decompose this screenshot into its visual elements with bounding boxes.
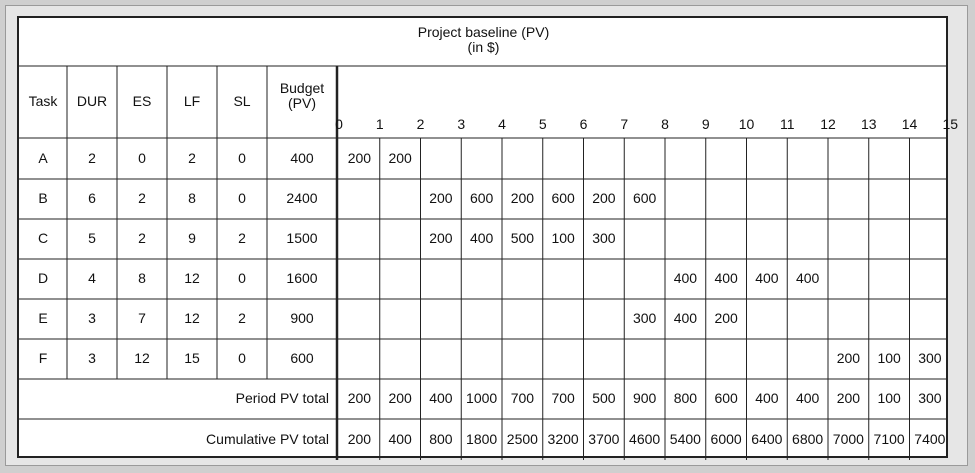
pv-cell (339, 179, 380, 219)
task-dur-cell: 3 (88, 310, 96, 327)
header-budget (267, 76, 337, 116)
pv-cell (869, 299, 910, 339)
pv-cell (339, 339, 380, 379)
pv-cell (421, 138, 462, 179)
task-lf-cell: 8 (188, 190, 196, 207)
pv-cell (421, 299, 462, 339)
task-sl-cell: 2 (238, 310, 246, 327)
period-pv-total-cell: 200 (836, 390, 861, 407)
pv-cell: 200 (714, 310, 738, 327)
period-tick-label: 13 (860, 116, 877, 132)
pv-cell (421, 339, 462, 379)
period-pv-total-cell: 500 (592, 390, 616, 407)
header-lf: LF (183, 93, 201, 110)
pv-cell (869, 259, 910, 299)
period-tick-label: 7 (620, 116, 629, 132)
period-tick-label: 12 (820, 116, 836, 132)
pv-cell (543, 299, 584, 339)
pv-cell: 200 (429, 190, 453, 207)
period-pv-total-cell: 1000 (466, 390, 498, 407)
pv-cell (380, 179, 421, 219)
period-pv-total-cell: 700 (551, 390, 575, 407)
cumulative-pv-total-cell: 7100 (873, 430, 905, 447)
cumulative-pv-total-cell: 6400 (751, 430, 783, 447)
pv-cell (828, 179, 869, 219)
pv-cell (584, 339, 625, 379)
cumulative-pv-total-cell: 800 (429, 430, 453, 447)
cumulative-pv-total-cell: 2500 (506, 430, 538, 447)
cumulative-pv-total-cell: 1800 (466, 430, 498, 447)
cumulative-pv-total-cell: 200 (347, 430, 372, 447)
pv-cell (787, 219, 828, 259)
period-tick-label: 10 (738, 116, 755, 132)
pv-cell (910, 259, 951, 299)
pv-cell: 300 (592, 230, 616, 247)
pv-cell (624, 219, 665, 259)
pv-cell: 400 (714, 270, 738, 287)
pv-cell (339, 299, 380, 339)
pv-cell (543, 138, 584, 179)
pv-cell (624, 138, 665, 179)
pv-cell (665, 219, 706, 259)
task-dur-cell: 6 (88, 190, 96, 207)
period-tick-label: 6 (579, 116, 588, 132)
pv-cell (910, 138, 951, 179)
pv-cell: 200 (836, 350, 861, 367)
task-budget-cell: 1500 (286, 230, 318, 247)
cumulative-pv-total-cell: 3700 (588, 430, 620, 447)
pv-cell (828, 138, 869, 179)
pv-baseline-table (17, 16, 959, 458)
pv-cell (543, 339, 584, 379)
pv-cell (461, 339, 502, 379)
task-es-cell: 2 (138, 230, 146, 247)
period-pv-total-cell: 900 (632, 390, 657, 407)
period-tick-label: 1 (375, 116, 384, 132)
task-lf-cell: 15 (184, 350, 200, 367)
period-pv-total-cell: 400 (795, 390, 820, 407)
pv-cell (624, 339, 665, 379)
period-tick-label: 9 (701, 116, 710, 132)
pv-cell (421, 259, 462, 299)
period-tick-label: 8 (661, 116, 669, 132)
period-pv-total-cell: 700 (510, 390, 535, 407)
pv-cell (706, 138, 747, 179)
period-tick-label: 2 (416, 116, 425, 132)
pv-cell: 300 (918, 350, 942, 367)
period-tick-label: 15 (942, 116, 959, 132)
pv-cell (584, 259, 625, 299)
pv-cell (747, 179, 788, 219)
task-budget-cell: 1600 (286, 270, 318, 287)
period-pv-total-cell: 600 (714, 390, 738, 407)
pv-cell: 200 (388, 149, 412, 166)
pv-cell (869, 138, 910, 179)
cumulative-pv-total-cell: 6000 (710, 430, 742, 447)
task-es-cell: 12 (134, 350, 150, 367)
pv-cell (502, 299, 543, 339)
period-pv-total-cell: 400 (755, 390, 779, 407)
task-lf-cell: 9 (188, 230, 196, 247)
task-sl-cell: 0 (238, 190, 246, 207)
period-pv-total-cell: 200 (347, 390, 372, 407)
pv-cell: 100 (551, 230, 575, 247)
pv-cell (706, 179, 747, 219)
pv-cell (461, 299, 502, 339)
header-task: Task (28, 93, 58, 110)
pv-cell: 200 (510, 190, 535, 207)
task-task-cell: F (38, 350, 48, 367)
pv-cell (706, 339, 747, 379)
pv-cell (747, 339, 788, 379)
task-budget-cell: 900 (290, 310, 314, 327)
pv-cell (828, 219, 869, 259)
task-lf-cell: 12 (184, 310, 200, 327)
period-pv-total-cell: 200 (388, 390, 412, 407)
pv-cell (747, 138, 788, 179)
header-es: ES (132, 93, 152, 110)
pv-cell (380, 219, 421, 259)
task-sl-cell: 0 (238, 270, 246, 287)
period-tick-label: 11 (779, 116, 795, 132)
pv-cell (747, 219, 788, 259)
pv-cell: 400 (469, 230, 494, 247)
pv-cell (869, 179, 910, 219)
cumulative-pv-total-cell: 400 (388, 430, 412, 447)
header-dur: DUR (76, 93, 108, 110)
pv-cell (665, 138, 706, 179)
pv-cell (339, 259, 380, 299)
pv-cell (910, 179, 951, 219)
task-es-cell: 7 (138, 310, 146, 327)
table-title-line2: (in $) (467, 39, 500, 55)
pv-cell (910, 299, 951, 339)
pv-cell: 600 (632, 190, 657, 207)
task-sl-cell: 2 (238, 230, 246, 247)
pv-cell: 400 (673, 270, 698, 287)
pv-cell (706, 219, 747, 259)
task-dur-cell: 2 (88, 149, 96, 166)
cumulative-pv-total-label: Cumulative PV total (206, 430, 329, 447)
task-task-cell: D (37, 270, 49, 287)
task-budget-cell: 2400 (286, 190, 318, 207)
task-lf-cell: 2 (188, 149, 196, 166)
pv-cell (787, 299, 828, 339)
task-es-cell: 8 (138, 270, 146, 287)
task-es-cell: 0 (138, 149, 146, 166)
cumulative-pv-total-cell: 7400 (914, 430, 946, 447)
pv-cell (869, 219, 910, 259)
pv-cell: 400 (673, 310, 698, 327)
pv-cell: 100 (877, 350, 901, 367)
pv-cell (380, 259, 421, 299)
pv-cell: 200 (347, 149, 372, 166)
period-pv-total-cell: 100 (877, 390, 901, 407)
pv-cell (502, 259, 543, 299)
task-task-cell: A (38, 149, 48, 166)
pv-cell (828, 299, 869, 339)
table-title-line1: Project baseline (PV) (417, 24, 550, 40)
pv-cell (910, 219, 951, 259)
pv-cell: 600 (469, 190, 494, 207)
cumulative-pv-total-cell: 7000 (832, 430, 864, 447)
pv-cell (665, 179, 706, 219)
period-pv-total-cell: 400 (429, 390, 453, 407)
pv-cell: 300 (632, 310, 657, 327)
pv-cell (787, 138, 828, 179)
header-sl: SL (233, 93, 251, 110)
pv-cell (380, 299, 421, 339)
period-tick-label: 0 (335, 116, 343, 132)
task-budget-cell: 600 (290, 350, 314, 367)
cumulative-pv-total-cell: 5400 (669, 430, 701, 447)
pv-cell (380, 339, 421, 379)
pv-cell (502, 138, 543, 179)
pv-cell: 200 (592, 190, 616, 207)
task-sl-cell: 0 (238, 350, 246, 367)
pv-cell (787, 179, 828, 219)
pv-cell: 600 (551, 190, 575, 207)
pv-cell (624, 259, 665, 299)
pv-cell (787, 339, 828, 379)
pv-cell (461, 138, 502, 179)
task-task-cell: B (38, 190, 48, 207)
pv-cell: 500 (510, 230, 535, 247)
pv-cell: 400 (795, 270, 820, 287)
task-es-cell: 2 (138, 190, 146, 207)
period-tick-label: 4 (498, 116, 506, 132)
pv-cell (747, 299, 788, 339)
period-pv-total-cell: 800 (673, 390, 698, 407)
pv-cell (828, 259, 869, 299)
task-sl-cell: 0 (238, 149, 246, 166)
pv-cell (584, 138, 625, 179)
period-tick-label: 14 (901, 116, 918, 132)
cumulative-pv-total-cell: 6800 (792, 430, 824, 447)
table-title (337, 22, 630, 58)
task-task-cell: C (37, 230, 49, 247)
pv-cell (461, 259, 502, 299)
pv-cell: 400 (755, 270, 779, 287)
cumulative-pv-total-cell: 4600 (629, 430, 661, 447)
period-pv-total-cell: 300 (918, 390, 942, 407)
task-dur-cell: 3 (88, 350, 96, 367)
task-task-cell: E (38, 310, 48, 327)
period-tick-label: 5 (538, 116, 547, 132)
task-lf-cell: 12 (184, 270, 200, 287)
header-budget-line2: (PV) (288, 95, 316, 111)
pv-cell (339, 219, 380, 259)
pv-cell (665, 339, 706, 379)
cumulative-pv-total-cell: 3200 (547, 430, 579, 447)
pv-cell: 200 (429, 230, 453, 247)
task-dur-cell: 4 (88, 270, 96, 287)
pv-cell (584, 299, 625, 339)
header-budget-line1: Budget (279, 79, 325, 96)
pv-cell (543, 259, 584, 299)
period-pv-total-label: Period PV total (235, 390, 329, 407)
task-dur-cell: 5 (88, 230, 96, 247)
pv-cell (502, 339, 543, 379)
task-budget-cell: 400 (290, 149, 314, 166)
period-tick-label: 3 (457, 116, 466, 132)
